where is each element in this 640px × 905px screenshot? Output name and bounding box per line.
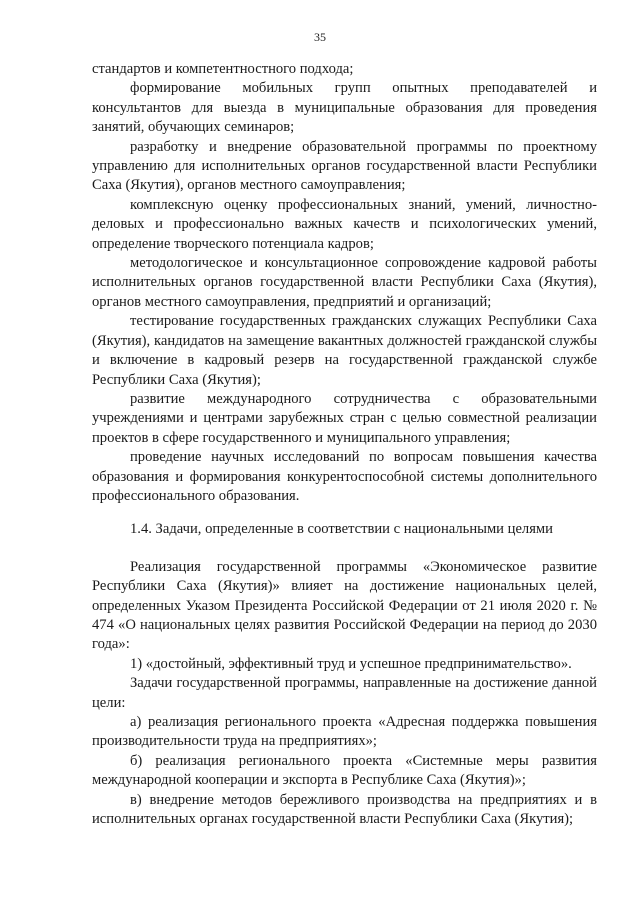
paragraph: Задачи государственной программы, направленные на достижение данной цели: [92, 675, 597, 711]
page-number: 35 [314, 30, 326, 44]
paragraph: развитие международного сотрудничества с образовательными учреждениями и центрами зарубежных стран с целью совместной реализации проектов в сфере государственного и муниципального управления; [92, 390, 597, 446]
paragraph: б) реализация регионального проекта «Системные меры развития международной кооперации и экспорта в Республике Саха (Якутия)»; [92, 752, 597, 789]
paragraph: тестирование государственных гражданских служащих Республики Саха (Якутия), кандидатов на замещение вакантных должностей гражданской службы и включение в кадровый резерв на государственной гражданской службе Республики Саха (Якутия); [92, 313, 597, 388]
paragraph: в) внедрение методов бережливого производства на предприятиях и в исполнительных органах государственной власти Республики Саха (Якутия); [92, 791, 597, 828]
paragraph: а) реализация регионального проекта «Адресная поддержка повышения производительности труда на предприятиях»; [92, 714, 597, 750]
paragraph: стандартов и компетентностного подхода; [92, 61, 354, 77]
section-heading: 1.4. Задачи, определенные в соответствии с национальными целями [130, 521, 553, 538]
document-body [92, 60, 597, 829]
paragraph: Реализация государственной программы «Экономическое развитие Республики Саха (Якутия)» влияет на достижение национальных целей, определенных Указом Президента Российской Федерации от 21 июля 2020 г. № 474 «О национальных целях развития Российской Федерации на период до 2030 года»: [92, 558, 597, 653]
paragraph: формирование мобильных групп опытных преподавателей и консультантов для выезда в муниципальные образования для проведения занятий, обучающих семинаров; [92, 80, 597, 136]
paragraph: 1) «достойный, эффективный труд и успешное предпринимательство». [130, 655, 572, 672]
paragraph: методологическое и консультационное сопровождение кадровой работы исполнительных органов государственной власти Республики Саха (Якутия), органов местного самоуправления, предприятий и организаций; [92, 255, 597, 310]
paragraph: комплексную оценку профессиональных знаний, умений, личностно-деловых и профессионально важных качеств и психологических умений, определение творческого потенциала кадров; [92, 196, 597, 252]
spacer [92, 540, 597, 558]
paragraph: проведение научных исследований по вопросам повышения качества образования и формирования конкурентоспособной системы дополнительного профессионального образования. [92, 449, 597, 504]
paragraph: разработку и внедрение образовательной программы по проектному управлению для исполнительных органов государственной власти Республики Саха (Якутия), органов местного самоуправления; [92, 138, 597, 194]
